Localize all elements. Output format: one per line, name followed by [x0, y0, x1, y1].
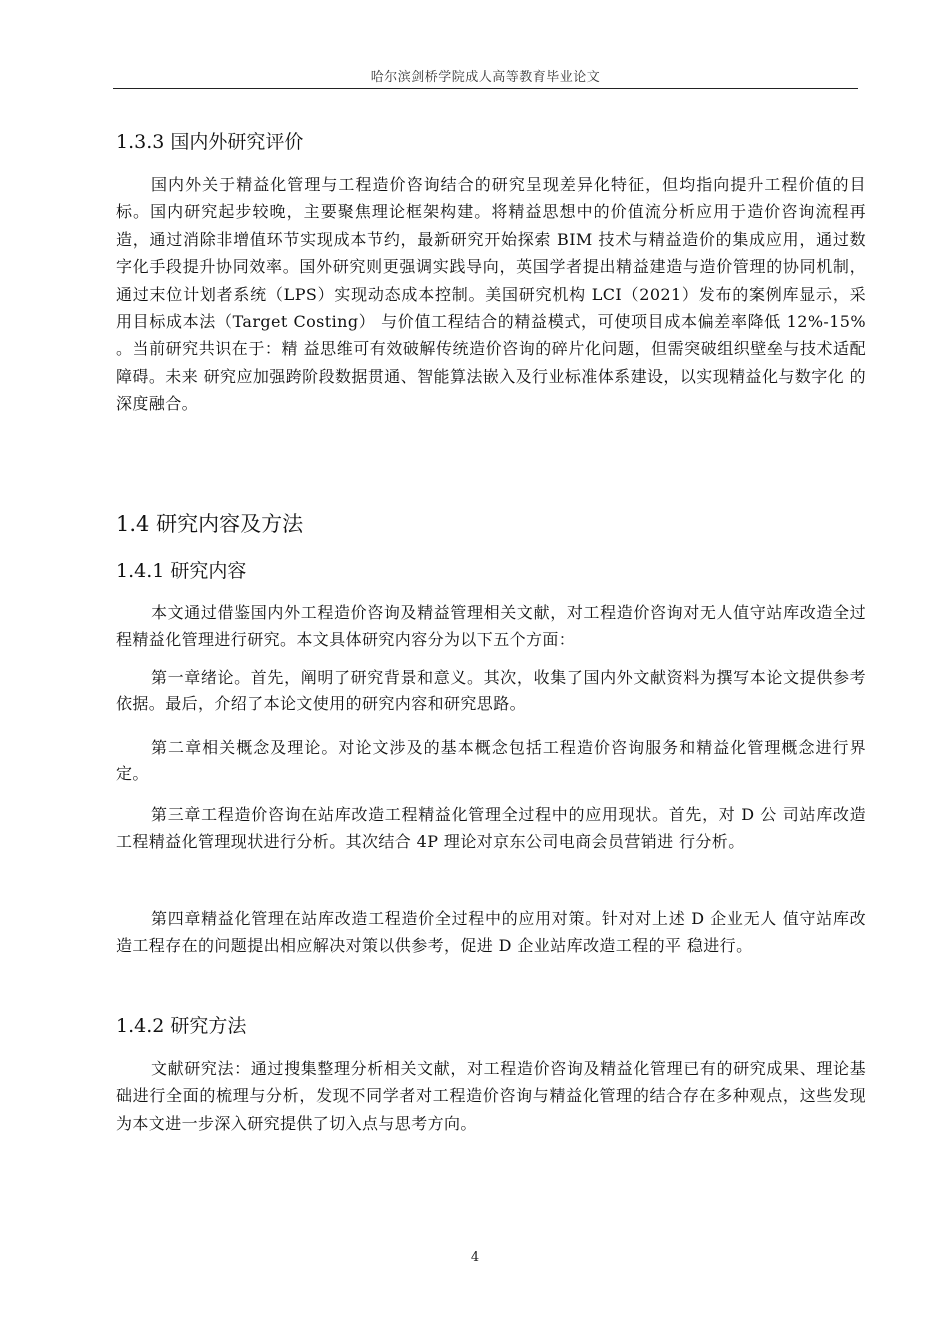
paragraph-research-method: 文献研究法：通过搜集整理分析相关文献，对工程造价咨询及精益化管理已有的研究成果、理论基础进行全面的梳理与分析，发现不同学者对工程造价咨询与精益化管理的结合存在多种观点，这些发现为本文进一步深入研究提供了切入点与思考方向。 [116, 1059, 866, 1133]
paragraph-chapter-one: 第一章绪论。首先，阐明了研究背景和意义。其次，收集了国内外文献资料为撰写本论文提供参考依据。最后，介绍了本论文使用的研究内容和研究思路。 [116, 668, 866, 713]
section-heading-1-3-3: 1.3.3 国内外研究评价 [116, 131, 304, 153]
section-heading-1-4-1: 1.4.1 研究内容 [116, 560, 247, 582]
section-heading-1-4: 1.4 研究内容及方法 [116, 512, 304, 536]
header-divider [113, 88, 858, 89]
running-header: 哈尔滨剑桥学院成人高等教育毕业论文 [370, 70, 601, 85]
paragraph-research-review: 国内外关于精益化管理与工程造价咨询结合的研究呈现差异化特征，但均指向提升工程价值的目标。国内研究起步较晚，主要聚焦理论框架构建。将精益思想中的价值流分析应用于造价咨询流程再造，通过消除非增值环节实现成本节约，最新研究开始探索 BIM 技术与精益造价的集成应用，通过数字化手段提升协同效率。国外研究则更强调实践导向，英国学者提出精益建造与造价管理的协同机制，通过末位计划者系统（LPS）实现动态成本控制。美国研究机构 LCI（2021）发布的案例库显示，采用目标成本法（Target Costing） 与价值工程结合的精益模式，可使项目成本偏差率降低 12%-15% 。当前研究共识在于：精 益思维可有效破解传统造价咨询的碎片化问题，但需突破组织壁垒与技术适配障碍。未来 研究应加强跨阶段数据贯通、智能算法嵌入及行业标准体系建设，以实现精益化与数字化 的深度融合。 [116, 175, 866, 414]
paragraph-chapter-two: 第二章相关概念及理论。对论文涉及的基本概念包括工程造价咨询服务和精益化管理概念进行界定。 [116, 738, 866, 783]
section-heading-1-4-2: 1.4.2 研究方法 [116, 1015, 247, 1037]
paragraph-chapter-four: 第四章精益化管理在站库改造工程造价全过程中的应用对策。针对对上述 D 企业无人 值守站库改造工程存在的问题提出相应解决对策以供参考，促进 D 企业站库改造工程的平 稳进行。 [116, 909, 866, 956]
page-number: 4 [470, 1250, 480, 1265]
paragraph-research-content-intro: 本文通过借鉴国内外工程造价咨询及精益管理相关文献，对工程造价咨询对无人值守站库改造全过程精益化管理进行研究。本文具体研究内容分为以下五个方面： [116, 603, 866, 650]
paragraph-chapter-three: 第三章工程造价咨询在站库改造工程精益化管理全过程中的应用现状。首先，对 D 公 司站库改造工程精益化管理现状进行分析。其次结合 4P 理论对京东公司电商会员营销进 行分析。 [116, 805, 866, 852]
